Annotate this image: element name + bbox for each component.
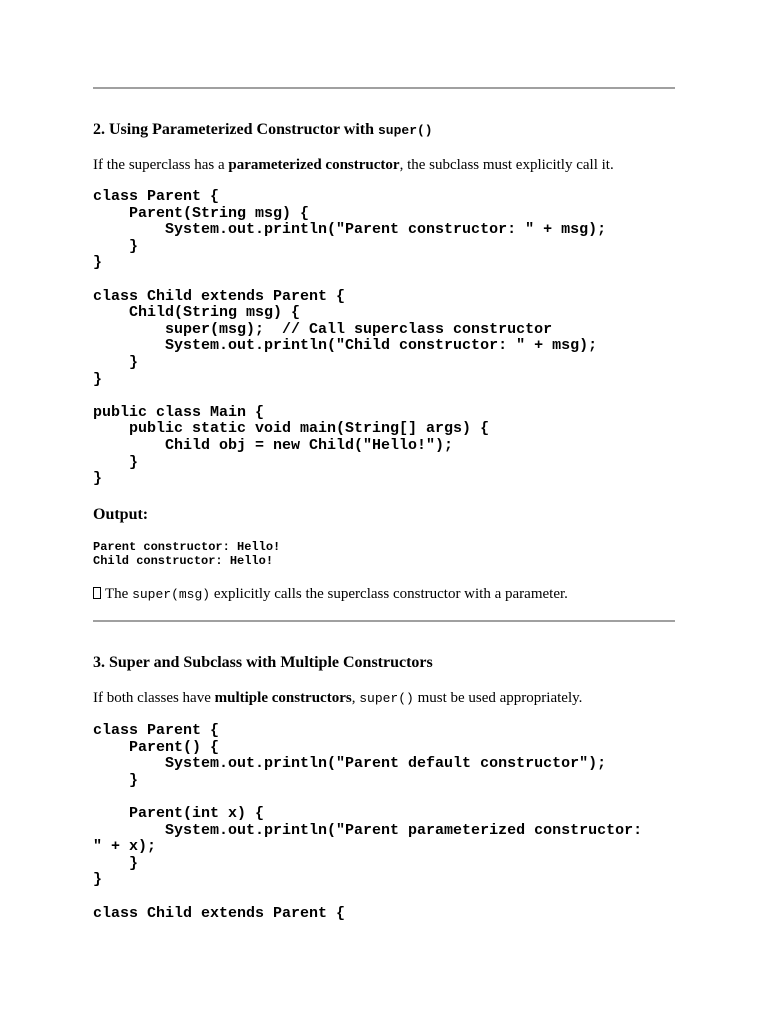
intro-text-end: must be used appropriately. xyxy=(413,690,583,706)
intro-text: If the superclass has a xyxy=(93,157,229,173)
missing-glyph-icon xyxy=(93,587,101,599)
intro-bold-text: multiple constructors xyxy=(214,690,352,706)
intro-text: If both classes have xyxy=(93,690,215,706)
section-3-code-block: class Parent { Parent() { System.out.println("Parent default constructor"); } Parent(int x) { System.out.println("Parent parameterized constructor: " + x); } } class Child extends Parent { xyxy=(93,722,643,922)
intro-text-end: , the subclass must explicitly call it. xyxy=(399,157,614,173)
section-3-intro xyxy=(93,690,582,707)
section-2-code-block: class Parent { Parent(String msg) { System.out.println("Parent constructor: " + msg); } } class Child extends Parent { Child(String msg) { super(msg); // Call superclass constructor System.out.println("Child constructor: " + msg); } } public class Main { public static void main(String[] args) { Child obj = new Child("Hello!"); } } xyxy=(93,188,607,488)
section-2-heading xyxy=(93,121,433,139)
note-text: The xyxy=(105,586,133,602)
intro-code: super() xyxy=(359,691,414,706)
output-label: Output: xyxy=(93,506,149,523)
intro-bold-text: parameterized constructor xyxy=(228,157,400,173)
output-code-block: Parent constructor: Hello! Child constructor: Hello! xyxy=(93,540,281,568)
section-3-heading: 3. Super and Subclass with Multiple Constructors xyxy=(93,654,433,671)
section-2-note xyxy=(93,586,568,603)
horizontal-rule xyxy=(93,620,675,622)
intro-text-mid: , xyxy=(351,690,360,706)
section-2-intro xyxy=(93,157,614,174)
note-text-end: explicitly calls the superclass constructor with a parameter. xyxy=(210,586,568,602)
heading-code: super() xyxy=(377,123,433,138)
horizontal-rule xyxy=(93,87,675,89)
heading-text: 2. Using Parameterized Constructor with xyxy=(93,121,378,138)
note-code: super(msg) xyxy=(132,587,211,602)
